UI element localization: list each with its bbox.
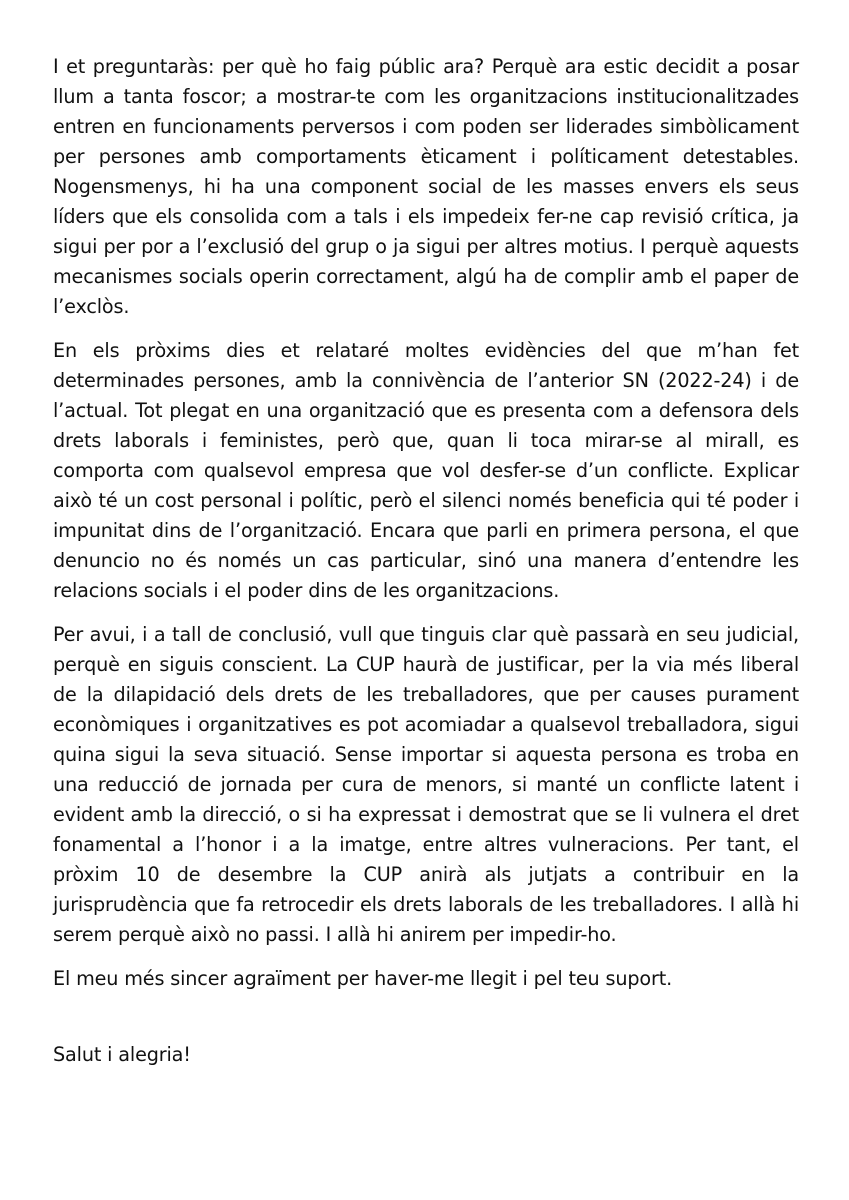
closing-salutation: Salut i alegria! (53, 1043, 191, 1066)
paragraph-evidence: En els pròxims dies et relataré moltes evidències del que m’han fet determinades persones, amb la connivència de l’anterior SN (2022-24) i de l’actual. Tot plegat en una organització que es presenta com a defensora dels drets laborals i feministes, però que, quan li toca mirar-se al mirall, es comporta com qualsevol empresa que vol desfer-se d’un conflicte. Explicar això té un cost personal i polític, però el silenci només beneficia qui té poder i impunitat dins de l’organització. Encara que parli en primera persona, el que denuncio no és només un cas particular, sinó una manera d’entendre les relacions socials i el poder dins de les organitzacions. (53, 339, 799, 602)
paragraph-conclusion: Per avui, i a tall de conclusió, vull que tinguis clar què passarà en seu judicial, perquè en siguis conscient. La CUP haurà de justificar, per la via més liberal de la dilapidació dels drets de les treballadores, que per causes purament econòmiques i organitzatives es pot acomiadar a qualsevol treballadora, sigui quina sigui la seva situació. Sense importar si aquesta persona es troba en una reducció de jornada per cura de menors, si manté un conflicte latent i evident amb la direcció, o si ha expressat i demostrat que se li vulnera el dret fonamental a l’honor i a la imatge, entre altres vulneracions. Per tant, el pròxim 10 de desembre la CUP anirà als jutjats a contribuir en la jurisprudència que fa retrocedir els drets laborals de les treballadores. I allà hi serem perquè això no passi. I allà hi anirem per impedir-ho. (53, 623, 799, 946)
document-body (53, 52, 799, 1084)
paragraph-why-public: I et preguntaràs: per què ho faig públic ara? Perquè ara estic decidit a posar llum a tanta foscor; a mostrar-te com les organitzacions institucionalitzades entren en funcionaments perversos i com poden ser liderades simbòlicament per persones amb comportaments èticament i políticament detestables. Nogensmenys, hi ha una component social de les masses envers els seus líders que els consolida com a tals i els impedeix fer-ne cap revisió crítica, ja sigui per por a l’exclusió del grup o ja sigui per altres motius. I perquè aquests mecanismes socials operin correctament, algú ha de complir amb el paper de l’exclòs. (53, 55, 799, 318)
paragraph-thanks: El meu més sincer agraïment per haver-me llegit i pel teu suport. (53, 967, 673, 990)
